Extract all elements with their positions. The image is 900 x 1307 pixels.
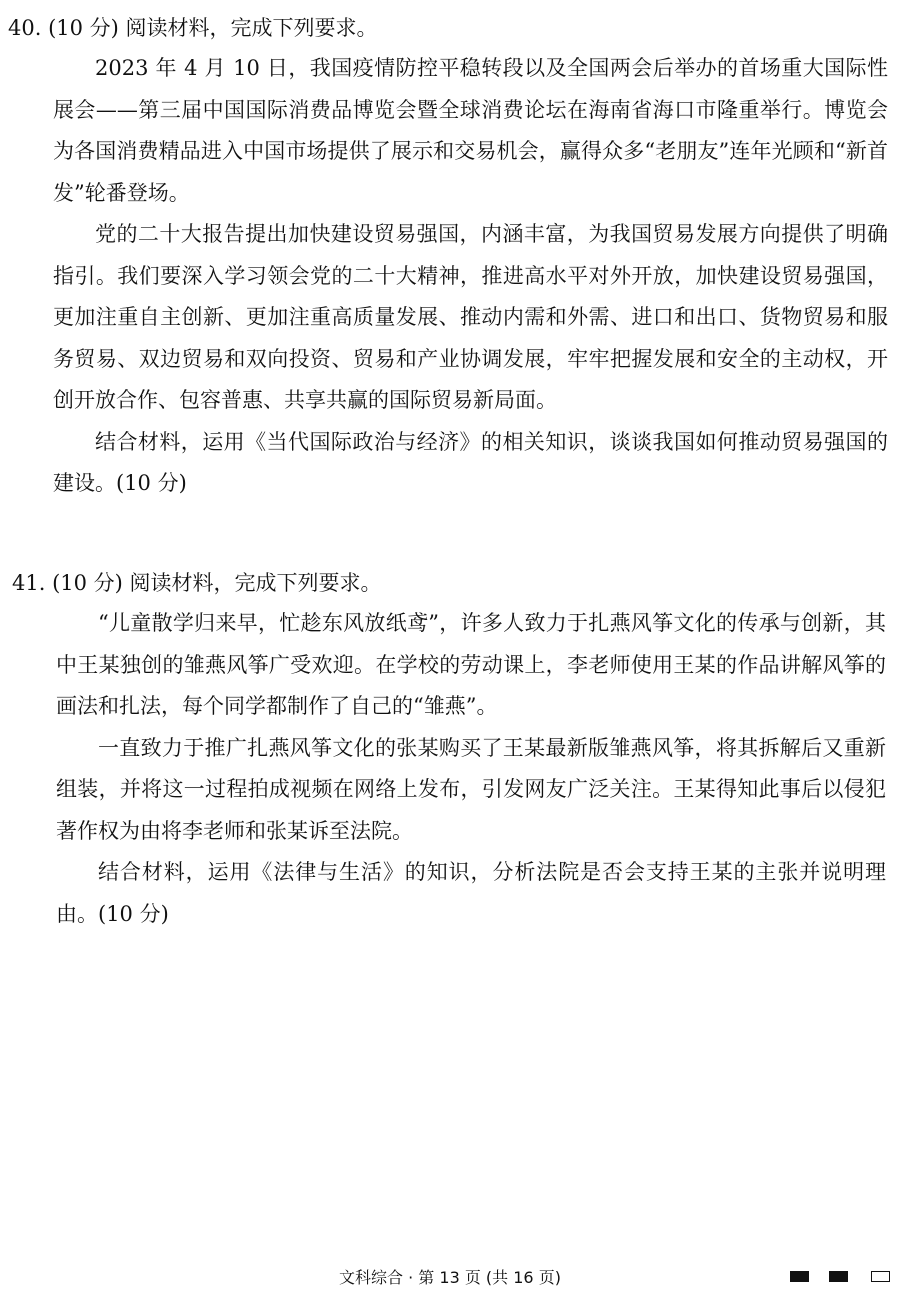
filled-marker-icon (790, 1271, 809, 1282)
question-41-paragraph-1: “儿童散学归来早，忙趁东风放纸鸢”，许多人致力于扎燕风筝文化的传承与创新，其中王某独创的雏燕风筝广受欢迎。在学校的劳动课上，李老师使用王某的作品讲解风筝的画法和扎法，每个同学都制作了自己的“雏燕”。 (56, 611, 886, 718)
question-40-paragraph-2: 党的二十大报告提出加快建设贸易强国，内涵丰富，为我国贸易发展方向提供了明确指引。我们要深入学习领会党的二十大精神，推进高水平对外开放，加快建设贸易强国，更加注重自主创新、更加注重高质量发展、推动内需和外需、进口和出口、货物贸易和服务贸易、双边贸易和双向投资、贸易和产业协调发展，牢牢把握发展和安全的主动权，开创开放合作、包容普惠、共享共赢的国际贸易新局面。 (53, 222, 888, 412)
filled-marker-icon (829, 1271, 848, 1282)
question-40-heading: 40. (10 分) 阅读材料，完成下列要求。 (8, 16, 378, 40)
question-41-paragraph-2: 一直致力于推广扎燕风筝文化的张某购买了王某最新版雏燕风筝，将其拆解后又重新组装，并将这一过程拍成视频在网络上发布，引发网友广泛关注。王某得知此事后以侵犯著作权为由将李老师和张某诉至法院。 (56, 735, 886, 843)
scan-markers (790, 1271, 890, 1285)
question-40-task: 结合材料，运用《当代国际政治与经济》的相关知识，谈谈我国如何推动贸易强国的建设。(10 分) (53, 429, 888, 495)
question-40 (0, 8, 900, 505)
question-41-heading: 41. (10 分) 阅读材料，完成下列要求。 (12, 571, 382, 595)
question-41-task: 结合材料，运用《法律与生活》的知识，分析法院是否会支持王某的主张并说明理由。(10 分) (56, 860, 886, 926)
empty-marker-icon (871, 1271, 890, 1282)
question-40-paragraph-1: 2023 年 4 月 10 日，我国疫情防控平稳转段以及全国两会后举办的首场重大国际性展会——第三届中国国际消费品博览会暨全球消费论坛在海南省海口市隆重举行。博览会为各国消费精品进入中国市场提供了展示和交易机会，赢得众多“老朋友”连年光顾和“新首发”轮番登场。 (53, 56, 888, 205)
question-41 (0, 563, 900, 935)
page-footer: 文科综合 · 第 13 页 (共 16 页) (339, 1268, 561, 1287)
